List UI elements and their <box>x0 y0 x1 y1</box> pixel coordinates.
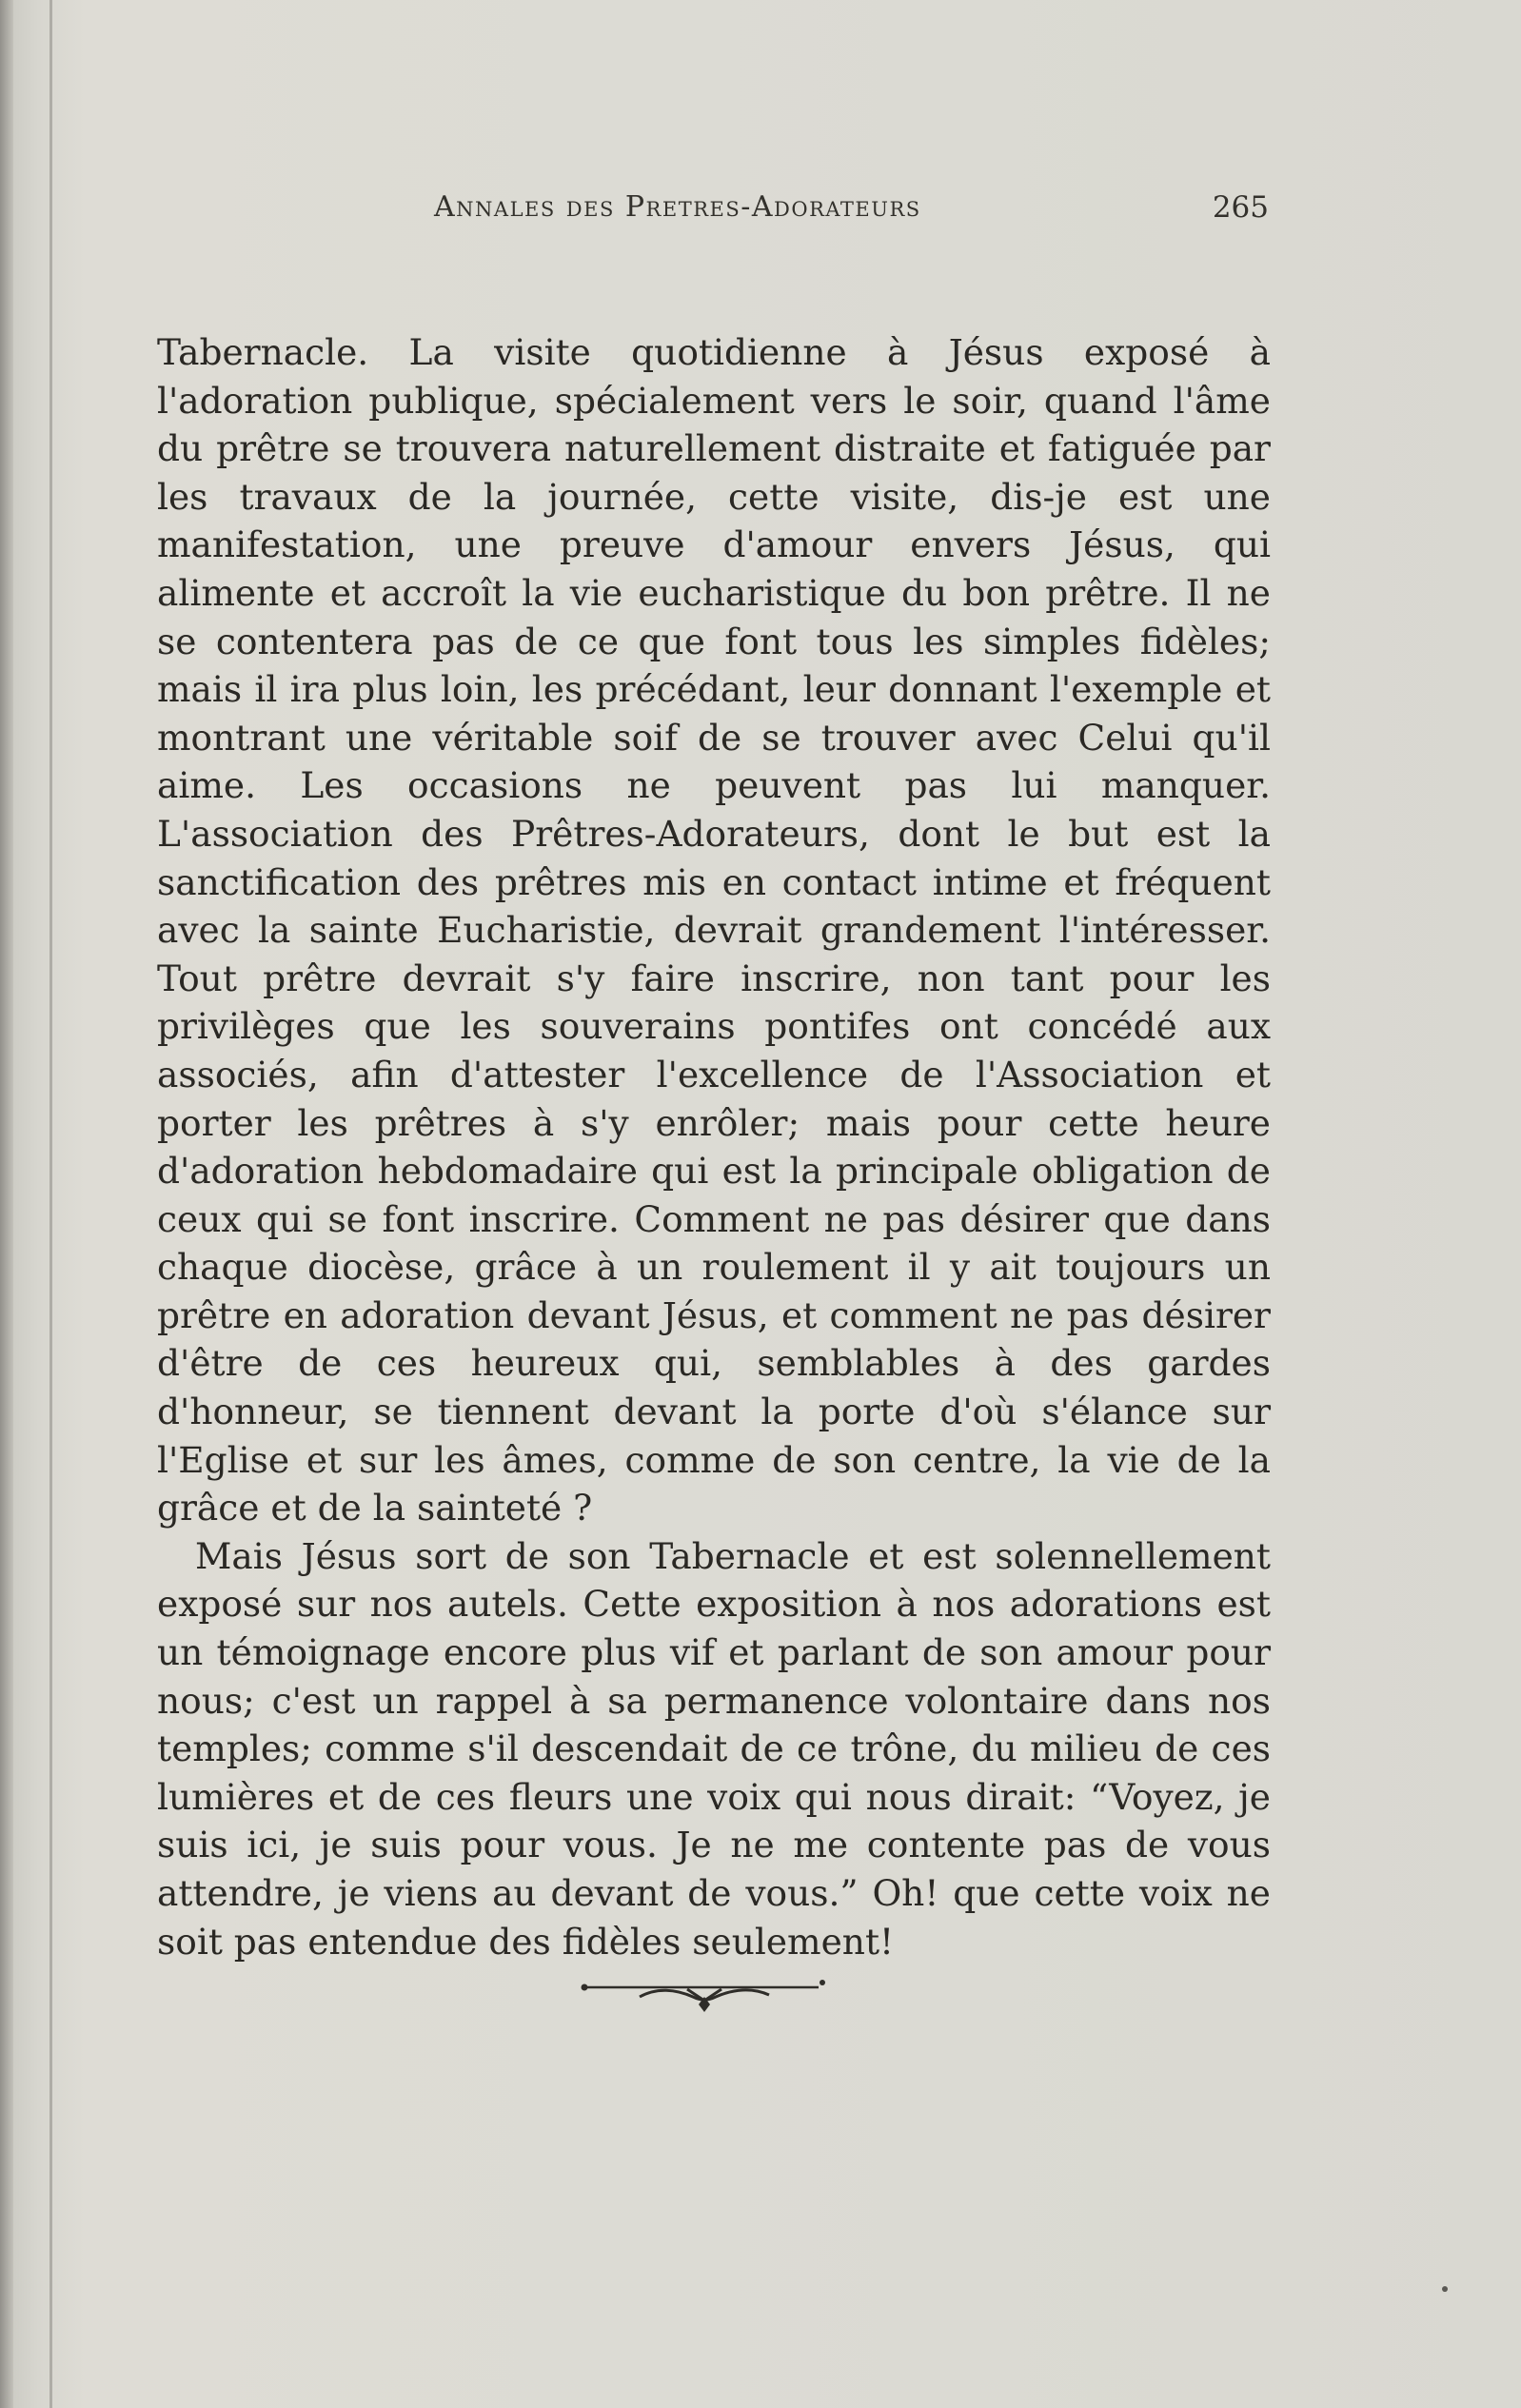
decorative-tailpiece-icon <box>581 1968 828 2016</box>
page-number: 265 <box>1212 190 1269 225</box>
body-text <box>157 328 1271 1965</box>
running-head: Annales des Pretres-Adorateurs <box>434 190 921 224</box>
page-gutter-edge <box>49 0 52 2408</box>
page-gutter-shadow <box>0 0 13 2408</box>
page-header <box>160 190 1269 236</box>
page-speck <box>1442 2286 1448 2292</box>
paragraph-2: Mais Jésus sort de son Tabernacle et est solennellement exposé sur nos autels. Cette exposition à nos adorations est un témoignage encore plus vif et parlant de son amour pour nous; c'est un rappel à sa permanence volontaire dans nos temples; comme s'il descendait de ce trône, du milieu de ces lumières et de ces fleurs une voix qui nous dirait: “Voyez, je suis ici, je suis pour vous. Je ne me contente pas de vous attendre, je viens au devant de vous.” Oh! que cette voix ne soit pas entendue des fidèles seulement! <box>157 1534 1271 1963</box>
paragraph-1: Tabernacle. La visite quotidienne à Jésus exposé à l'adoration publique, spécialement vers le soir, quand l'âme du prêtre se trouvera naturellement distraite et fatiguée par les travaux de la journée, cette visite, dis-je est une manifestation, une preuve d'amour envers Jésus, qui alimente et accroît la vie eucharistique du bon prêtre. Il ne se contentera pas de ce que font tous les simples fidèles; mais il ira plus loin, les précédant, leur donnant l'exemple et montrant une véritable soif de se trouver avec Celui qu'il aime. Les occasions ne peuvent pas lui manquer. L'association des Prêtres-Adorateurs, dont le but est la sanctification des prêtres mis en contact intime et fréquent avec la sainte Eucharistie, devrait grandement l'intéresser. Tout prêtre devrait s'y faire inscrire, non tant pour les privilèges que les souverains pontifes ont concédé aux associés, afin d'attester l'excellence de l'Association et porter les prêtres à s'y enrôler; mais pour cette heure d'adoration hebdomadaire qui est la principale obligation de ceux qui se font inscrire. Comment ne pas désirer que dans chaque diocèse, grâce à un roulement il y ait toujours un prêtre en adoration devant Jésus, et comment ne pas désirer d'être de ces heureux qui, semblables à des gardes d'honneur, se tiennent devant la porte d'où s'élance sur l'Eglise et sur les âmes, comme de son centre, la vie de la grâce et de la sainteté ? <box>157 331 1271 1530</box>
